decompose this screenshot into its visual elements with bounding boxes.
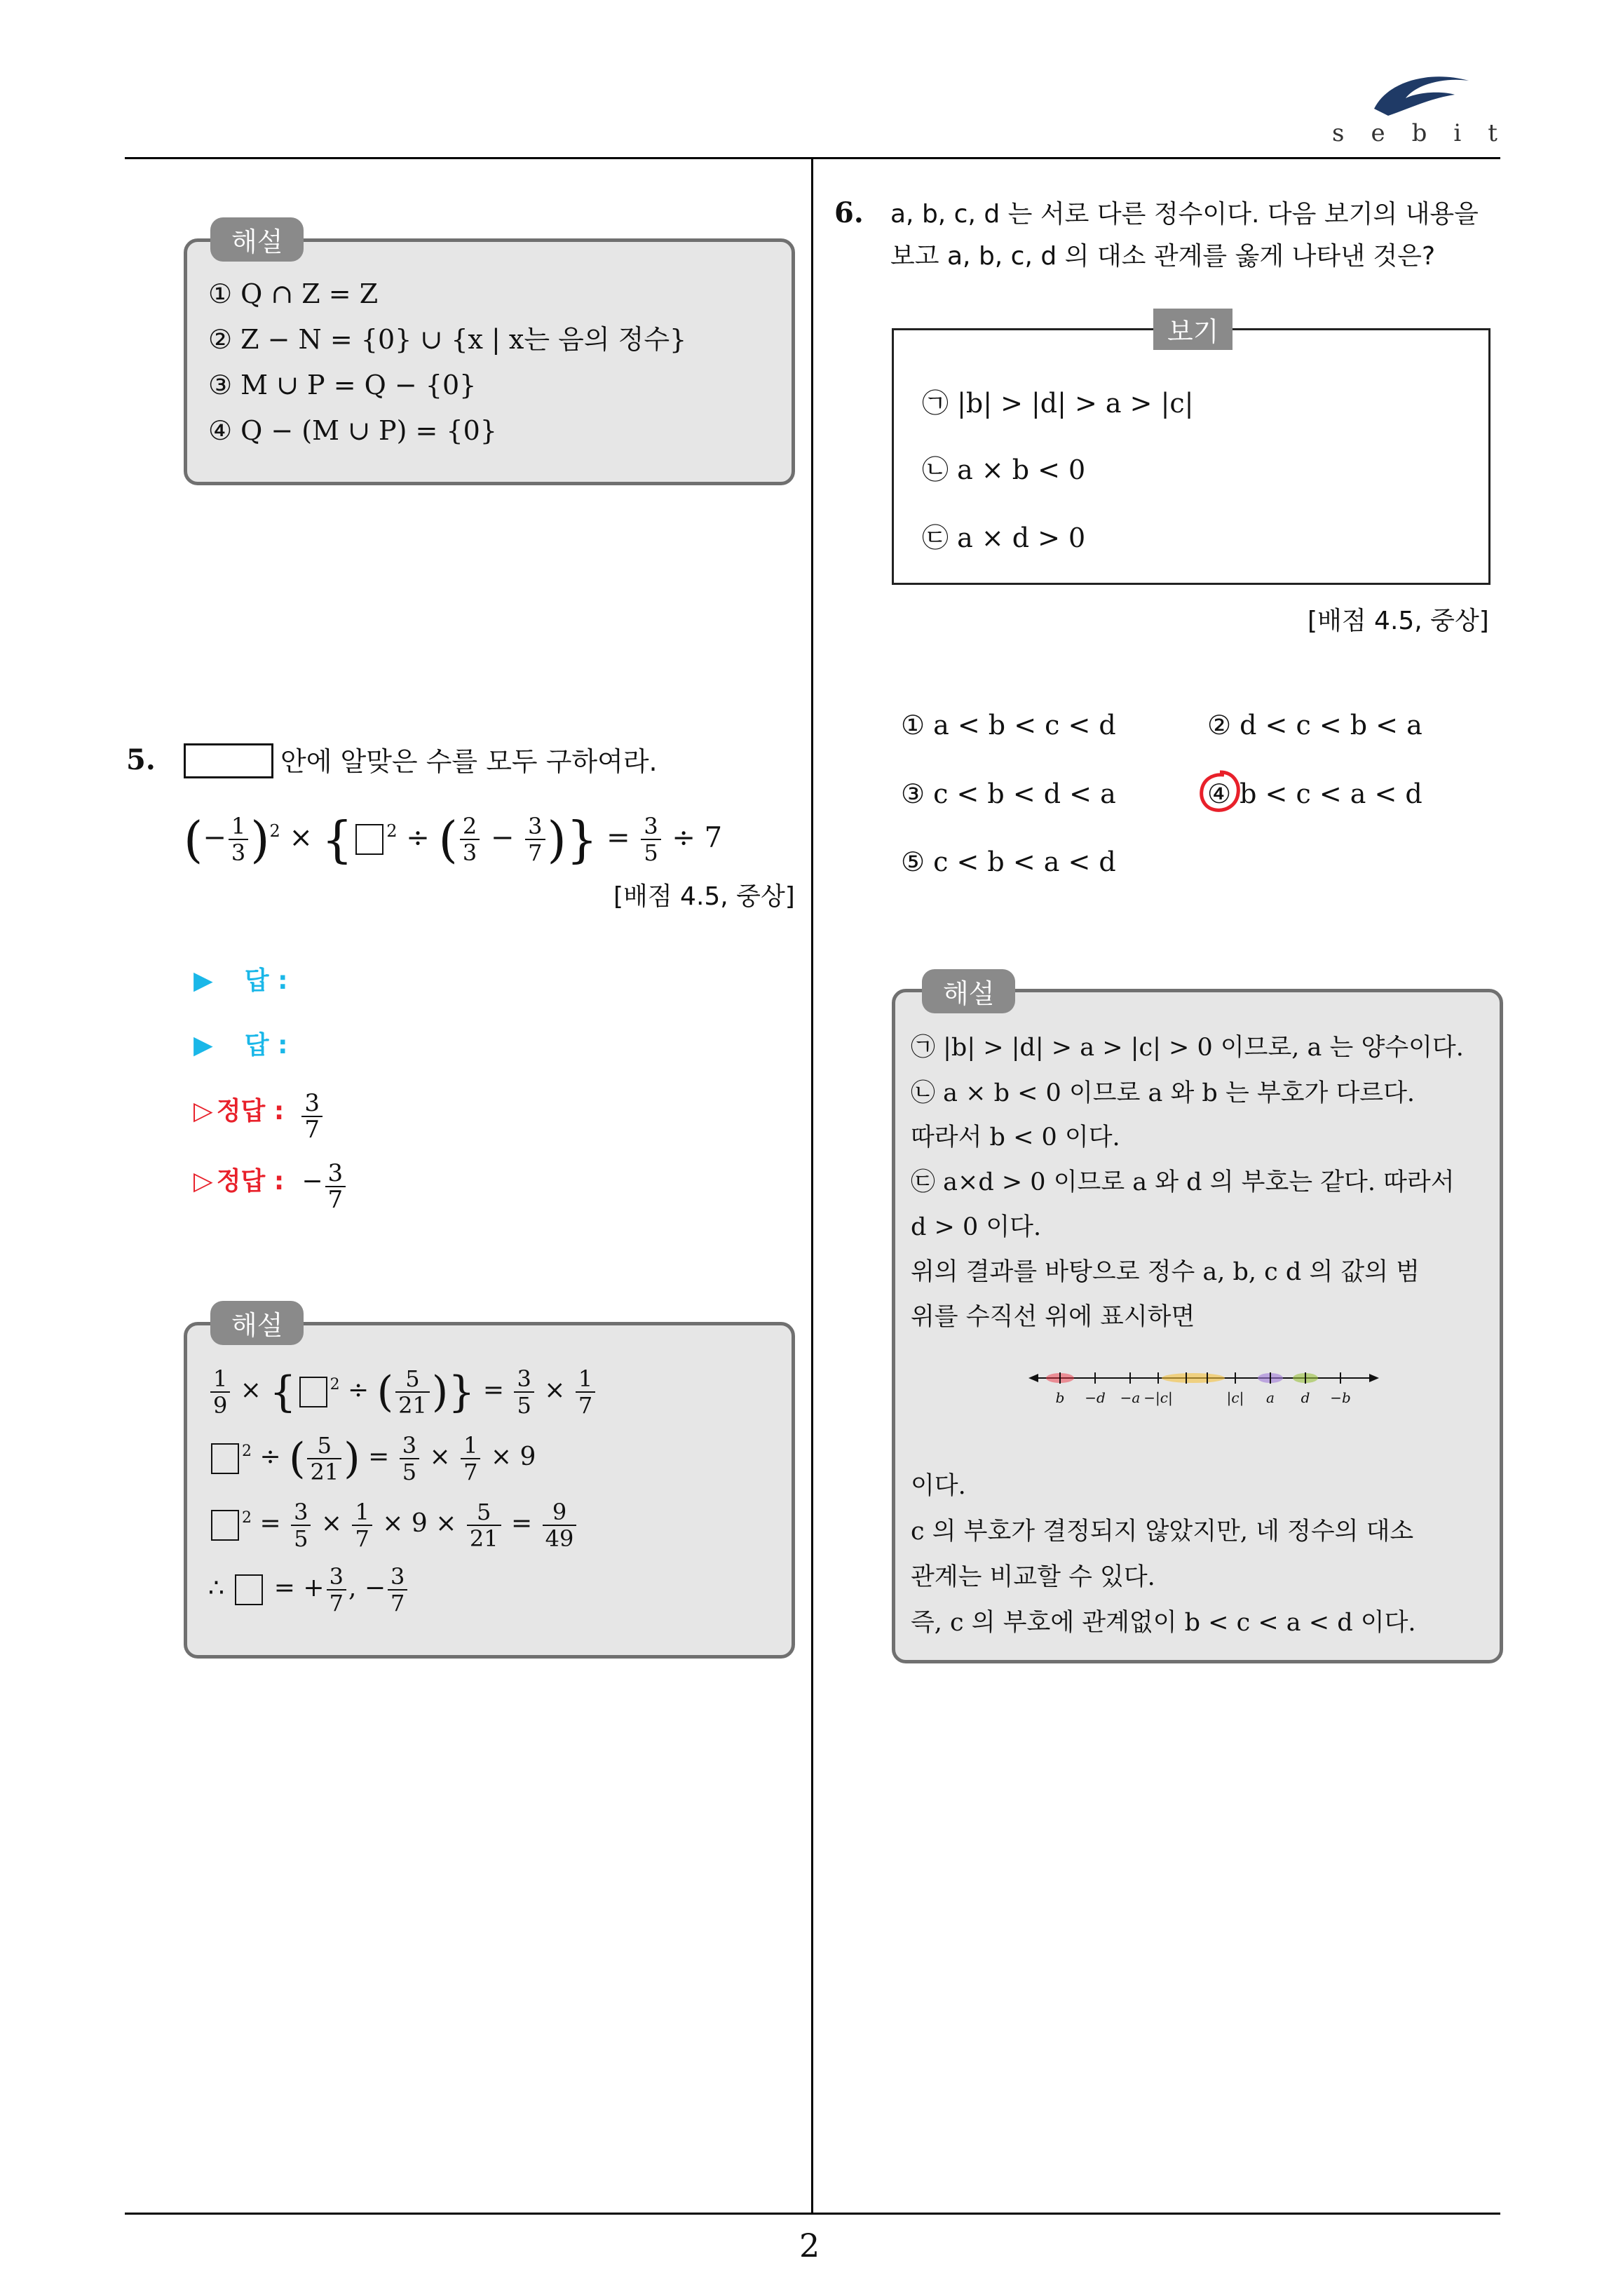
sebit-logo — [1367, 67, 1472, 119]
sol3-after-3: 관계는 비교할 수 있다. — [911, 1563, 1155, 1591]
q6-number: 6. — [834, 196, 864, 229]
bogi-item-3: ㉢ a × d > 0 — [922, 522, 1086, 553]
correct-row-1: ▷ 정답 : $\frac{3}{7}$ — [193, 1080, 325, 1147]
sol1-line-4: ④ Q − (M ∪ P) = {0} — [208, 415, 497, 446]
sol1-line-1: ① Q ∩ Z = Z — [208, 278, 379, 309]
answer-circle-mark — [1197, 768, 1242, 816]
solution-box-2 — [184, 1322, 795, 1659]
sol2-line-2: $^2$ ÷ ( $\frac{5}{21}$ ) = $\frac{3}{5}$ × $\frac{1}{7}$ × 9 — [208, 1420, 536, 1490]
sol3-after-4: 즉, c 의 부호에 관계없이 b < c < a < d 이다. — [911, 1609, 1416, 1637]
choice-4[interactable]: ④ b < c < a < d — [1207, 778, 1422, 809]
bogi-box — [892, 328, 1490, 585]
q6-text-2: 보고 a, b, c, d 의 대소 관계를 옳게 나타낸 것은? — [890, 242, 1436, 271]
correct-row-2: ▷ 정답 : − $\frac{3}{7}$ — [193, 1150, 348, 1217]
play-icon: ▶ — [193, 966, 213, 995]
sol1-tag: 해설 — [210, 217, 304, 262]
triangle-outline-icon: ▷ — [193, 1167, 213, 1196]
q5-text: 안에 알맞은 수를 모두 구하여라. — [280, 746, 658, 777]
q5-score: [배점 4.5, 중상] — [613, 882, 795, 911]
numline-label-neg-d: −d — [1085, 1389, 1106, 1406]
sol1-line-2: ② Z − N = {0} ∪ {x | x는 음의 정수} — [208, 324, 687, 355]
sol1-line-3: ③ M ∪ P = Q − {0} — [208, 370, 477, 400]
number-line — [1028, 1364, 1379, 1413]
choice-5[interactable]: ⑤ c < b < a < d — [901, 846, 1116, 877]
sol3-line-4: ㉢ a×d > 0 이므로 a 와 d 의 부호는 같다. 따라서 — [911, 1168, 1455, 1196]
column-divider — [811, 158, 813, 2213]
answer-row-2: ▶ 답 : — [193, 1031, 288, 1060]
sol3-tag: 해설 — [922, 969, 1015, 1013]
solution-box-1 — [184, 238, 795, 485]
q6-text-1: a, b, c, d 는 서로 다른 정수이다. 다음 보기의 내용을 — [890, 200, 1479, 229]
numline-label-b: b — [1055, 1389, 1065, 1406]
sol3-line-1: ㉠ |b| > |d| > a > |c| > 0 이므로, a 는 양수이다. — [911, 1034, 1464, 1062]
sol3-line-6: 위의 결과를 바탕으로 정수 a, b, c d 의 값의 범 — [911, 1258, 1420, 1286]
triangle-outline-icon: ▷ — [193, 1097, 213, 1126]
q6-score: [배점 4.5, 중상] — [1308, 607, 1489, 635]
footer-rule — [125, 2213, 1500, 2215]
sol3-line-3: 따라서 b < 0 이다. — [911, 1123, 1120, 1152]
answer-row-1: ▶ 답 : — [193, 966, 288, 995]
numline-label-neg-b: −b — [1330, 1389, 1351, 1406]
solution-box-3 — [892, 989, 1503, 1663]
q5-equation: (− $\frac{1}{3}$ )$^2$ × { $^2$ ÷ ( $\frac{2}{3}$ − $\frac{3}{7}$ )} = $\frac{3}{5}$ ÷ 7 — [184, 811, 723, 869]
sol3-line-7: 위를 수직선 위에 표시하면 — [911, 1303, 1195, 1331]
sol2-line-4: ∴ = + $\frac{3}{7}$ , − $\frac{3}{7}$ — [208, 1557, 409, 1620]
bogi-item-2: ㉡ a × b < 0 — [922, 454, 1086, 485]
page-number: 2 — [799, 2227, 820, 2264]
q5-blank-box — [184, 743, 273, 778]
numline-label-d: d — [1301, 1389, 1310, 1406]
sol3-after-2: c 의 부호가 결정되지 않았지만, 네 정수의 대소 — [911, 1518, 1414, 1546]
sol3-after-1: 이다. — [911, 1472, 966, 1500]
choice-2[interactable]: ② d < c < b < a — [1207, 710, 1422, 741]
bogi-item-1: ㉠ |b| > |d| > a > |c| — [922, 388, 1194, 419]
play-icon: ▶ — [193, 1031, 213, 1060]
choice-1[interactable]: ① a < b < c < d — [901, 710, 1116, 741]
choice-3[interactable]: ③ c < b < d < a — [901, 778, 1116, 809]
numline-label-neg-abs-c: −|c| — [1143, 1389, 1173, 1406]
bogi-tag: 보기 — [1153, 309, 1232, 350]
numline-label-abs-c: |c| — [1226, 1389, 1244, 1406]
q5-number: 5. — [126, 743, 156, 776]
numline-label-neg-a: −a — [1120, 1389, 1141, 1406]
sol2-line-3: $^2$ = $\frac{3}{5}$ × $\frac{1}{7}$ × 9 × $\frac{5}{21}$ = $\frac{9}{49}$ — [208, 1487, 578, 1555]
sol2-line-1: $\frac{1}{9}$ × { $^2$ ÷ ( $\frac{5}{21}$ )} = $\frac{3}{5}$ × $\frac{1}{7}$ — [208, 1353, 597, 1424]
sol3-line-2: ㉡ a × b < 0 이므로 a 와 b 는 부호가 다르다. — [911, 1079, 1415, 1107]
sol2-tag: 해설 — [210, 1301, 304, 1345]
logo-text: sebit — [1332, 119, 1524, 147]
numline-label-a: a — [1266, 1389, 1275, 1406]
sol3-line-5: d > 0 이다. — [911, 1213, 1042, 1241]
